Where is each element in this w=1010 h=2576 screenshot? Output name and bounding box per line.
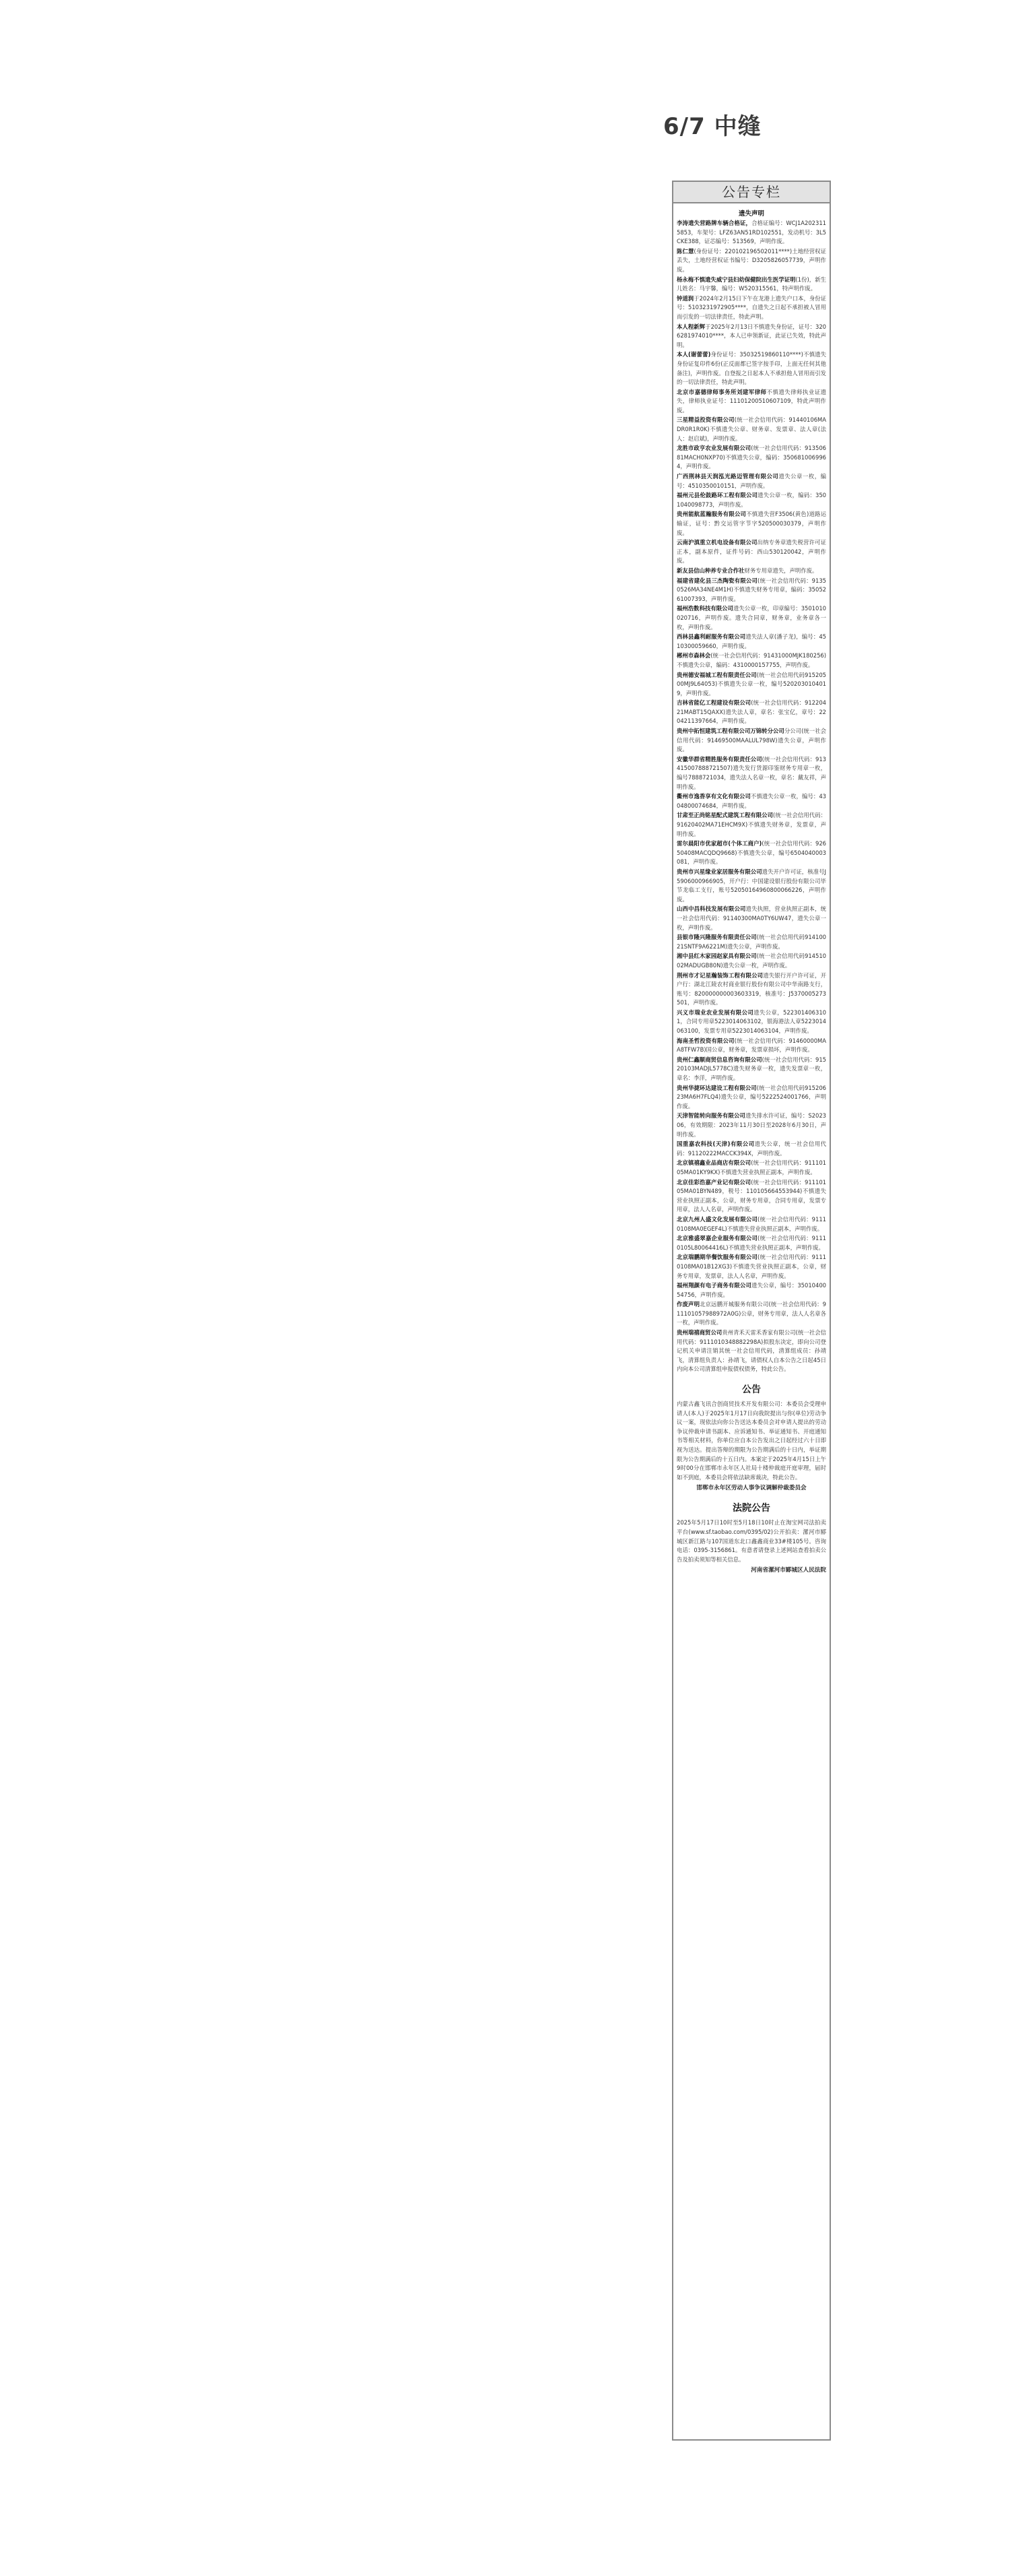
lost-notice-item (677, 811, 826, 839)
notice-text: (统一社会信用代码：91110105L80064416L)不慎遗失营业执照正副本，声明作废。 (677, 1235, 826, 1251)
notice-subject: 北京市嘉德律师事务所刘建军律师 (677, 388, 767, 395)
notice-subject: 郴州市森林会 (677, 652, 711, 659)
notice-text: 遗失公章，5223014063101，合同专用章5223014063102，银海港法人章5223014063100，发票专用章5223014063104，声明作废。 (677, 1008, 826, 1035)
notice-subject: 国重嘉农科技(天津)有限公司 (677, 1140, 755, 1148)
lost-notice-item (677, 699, 826, 726)
lost-notice-item (677, 971, 826, 1008)
page-header: 6/7 中缝 (663, 113, 762, 140)
notice-subject: 雷尔晨阳市优家超市(个体工商户) (677, 840, 762, 847)
notice-subject: 兴义市瑞业农业发展有限公司 (677, 1008, 754, 1016)
lost-notice-item (677, 1328, 826, 1374)
notice-subject: 县银市隆兴隆服务有限责任公司 (677, 934, 757, 941)
notice-text: (统一社会信用代码91451002MADUGB80N)遗失公章一枚，声明作废。 (677, 953, 826, 969)
notice-subject: 天津智能转向服务有限公司 (677, 1112, 745, 1120)
section-title-announcement: 公告 (742, 1384, 761, 1396)
lost-notice-item (677, 1234, 826, 1252)
notice-text: 于2025年2月13日不慎遗失身份证，证号：3206281974010****，本人已申领新证，此证已失效，特此声明。 (677, 323, 826, 348)
court-notice-body: 2025年5月17日10时至5月18日10时止在淘宝网司法拍卖平台(www.sf.taobao.com/0395/02)公开拍卖：漯河市郾城区新江路与107国道东北口鑫鑫商业33#楼105号。咨询电话：0395-3156861。有意者请登录上述网站查看拍卖公告及拍卖须知等相关信息。 (677, 1519, 826, 1563)
lost-notice-item (677, 1037, 826, 1055)
notice-text: (统一社会信用代码：91220421MABT15QAXX)遗失法人章，章名：张宝亿，章号：2204211397664，声明作废。 (677, 699, 826, 725)
notice-text: (统一社会信用代码：92650408MACQDQ9668)不慎遗失公章，编号6504040003081，声明作废。 (677, 840, 826, 866)
notice-text: 遗失公章，统一社会信用代码：91120222MACCK394X，声明作废。 (677, 1140, 827, 1157)
notice-text: (统一社会信用代码：91350526MA34NE4M1H)不慎遗失财务专用章，编码：3505261007393，声明作废。 (677, 577, 826, 602)
notice-subject: 福州元县伦鼓路环工程有限公司 (677, 492, 758, 499)
notice-text: (统一社会信用代码：91460000MAA8TFW7B)国公章，财务章，发票章损坏，声明作废。 (677, 1037, 826, 1054)
notice-text: (统一社会信用代码：91110105MA01KY9KX)不慎遗失营业执照正副本，声明作废。 (677, 1159, 826, 1176)
lost-notice-item (677, 577, 826, 604)
court-org: 河南省漯河市郾城区人民法院 (751, 1567, 826, 1574)
notice-text: 遗失公章一枚，编号：4510350010151，声明作废。 (677, 473, 827, 489)
lost-notices-list (677, 219, 826, 1374)
notice-subject: 北京佳彩浩嘉产业记有限公司 (677, 1178, 751, 1186)
notice-text: 遗失开户许可证，核准号J5906000966905，开户行：中国建设银行股份有限公司毕节龙临工支行，账号52050164960800066226，声明作废。 (677, 868, 826, 903)
lost-notice-item (677, 1112, 826, 1139)
lost-notice-item (677, 933, 826, 951)
notice-subject: 广西荆林县天润泓光路迈管理有限公司 (677, 473, 779, 480)
lost-notice-item (677, 1253, 826, 1281)
notice-text: (统一社会信用代码：91440106MADR0R1R0K)不慎遗失公章、财务章、发票章、法人章(法人：赵启斌)，声明作废。 (677, 416, 826, 442)
lost-notice-item (677, 444, 826, 472)
lost-notice-item (677, 416, 826, 443)
notice-text: 北京远鹏开城服务有限公司(统一社会信用代码：911101057988972A0G)公章，财务专用章，法人人名章各一枚，声明作废。 (677, 1301, 826, 1326)
notice-text: 遗失公章一枚，印章编号：3501010020716，声明作废。遗失合同章，财务章，业务章各一枚，声明作废。 (677, 605, 826, 631)
notice-text: (统一社会信用代码91520623MA6H7FLQ4)遗失公章，编号5222524001766，声明作废。 (677, 1084, 826, 1109)
announcement-org: 邯郸市永年区劳动人事争议调解仲裁委员会 (696, 1485, 807, 1492)
notice-text: (统一社会信用代码91410021SNTF9A6221M)遗失公章，声明作废。 (677, 934, 826, 950)
notice-text: 于2024年2月15日下午在龙港上遗失户口本，身份证号：5103231972905****，自遗失之日起不承担被人冒用而引发的一切法律责任，特此声明。 (677, 294, 826, 320)
notice-text: 遗失法人章(潘子龙)，编号：4510300059660，声明作废。 (677, 633, 827, 649)
lost-notice-item (677, 350, 826, 387)
notice-subject: 福州浩数科技有限公司 (677, 605, 733, 612)
notice-text: (统一社会信用代码：91520103MADJL5778C)遗失财务章一枚，遗失发票章一枚，章名：李洋，声明作废。 (677, 1056, 826, 1082)
lost-notice-item (677, 247, 826, 275)
notice-subject: 贵州瑞禧商贸公司 (677, 1329, 722, 1337)
lost-notice-item (677, 868, 826, 904)
lost-notice-item (677, 1300, 826, 1328)
lost-notice-item (677, 1178, 826, 1215)
notice-text: (统一社会信用代码：91110105MA01BYN489，税号：110105664553944)不慎遗失营业执照正副本，公章，财务专用章，合同专用章，发票专用章，法人人名章，声明作废。 (677, 1178, 826, 1213)
notice-subject: 贵州市兴星缘业家居服务有限公司 (677, 868, 762, 875)
lost-notice-item (677, 1084, 826, 1112)
notice-subject: 衢州市逸香享有文化有限公司 (677, 793, 751, 800)
lost-notice-item (677, 1008, 826, 1036)
notice-text: 不慎遗失律师执业证遗失，律师执业证号：11101200510607109，特此声明作废。 (677, 388, 826, 414)
notice-subject: 杨永梅不慎遗失威宁县妇幼保健院出生医学证明 (677, 276, 796, 283)
notice-subject: 贵州中拓恒建筑工程有限公司万锦转分公司 (677, 728, 784, 735)
lost-notice-item (677, 567, 826, 576)
notice-subject: 贵州仁鑫顺商贸信息咨询有限公司 (677, 1056, 762, 1063)
notice-text: 贵州青禾天雷禾香家有限公司(统一社会信用代码：9111010348882298A)拟股东决定，即向公司登记机关申请注销其统一社会信用代码，清算组成员：孙靖飞，清算组负责人：孙靖飞，请债权人自本公告之日起45日内向本公司清算组申报债权债务，特此公告。 (677, 1329, 826, 1373)
notice-text: (统一社会信用代码：91110108MA0EGEF4L)不慎遗失营业执照正副本，声明作废。 (677, 1215, 826, 1232)
lost-notice-item (677, 294, 826, 322)
lost-notice-item (677, 472, 826, 490)
notice-subject: 本人(谢蕾蕾) (677, 351, 711, 358)
notice-subject: 海南圣哲投资有限公司 (677, 1037, 735, 1044)
notice-text: 遗失执照，营业执照正副本，统一社会信用代码：91140300MA0TY6UW47，遗失公章一枚，声明作废。 (677, 905, 827, 931)
notice-subject: 湘中县红木家园赵家具有限公司 (677, 953, 757, 960)
notice-subject: 钟道润 (677, 294, 694, 302)
lost-notice-item (677, 651, 826, 670)
lost-notice-item (677, 952, 826, 970)
section-title-lost: 遗失声明 (738, 210, 764, 218)
notice-text: 遗失排水许可证，编号：S202306，有效期限：2023年11月30日至2028年6月30日，声明作废。 (677, 1112, 826, 1138)
notice-subject: 北京镇禧鑫业品商店有限公司 (677, 1159, 751, 1167)
lost-notice-item (677, 727, 826, 754)
notice-subject: 安徽华群省精胜服务有限责任公司 (677, 755, 762, 763)
announcement-column (672, 181, 831, 2441)
notice-text: (统一社会信用代码91520500MJ9L64053)不慎遗失公章一枚，编号5202030104019，声明作废。 (677, 671, 826, 697)
notice-text: (统一社会信用代码：91350681MACH0NXP70)不慎遗失公章，编码：3506810069964，声明作废。 (677, 445, 826, 470)
notice-text: 遗失公章一枚，编码：3501040098773，声明作废。 (677, 492, 826, 508)
lost-notice-item (677, 671, 826, 699)
notice-subject: 山西中昌科技发展有限公司 (677, 905, 746, 913)
notice-text: 分公司(统一社会信用代码：91469500MAALUL798W)遗失公章，声明作废。 (677, 728, 826, 753)
notice-text: (1份)，新生儿姓名：马宇馨，编号：W520315561，特声明作废。 (677, 276, 826, 292)
lost-notice-item (677, 491, 826, 509)
lost-notice-item (677, 755, 826, 792)
notice-text: 身份证号：35032519860110****)不慎遗失身份证复印件6份(正反面都已签字按手印，上面无任何其他备注)，声明作废。自登报之日起本人不承担他人冒用而引发的一切法律责任，特此声明。 (677, 351, 827, 386)
lost-notice-item (677, 604, 826, 632)
notice-subject: 北京雅盛翠嘉企业服务有限公司 (677, 1235, 758, 1242)
notice-text: (统一社会信用代码：91620402MA71EHCM9X)不慎遗失财务章，发票章，声明作废。 (677, 812, 826, 837)
announcement-body: 内蒙古鑫飞讯合创商贸技术开发有限公司：本委员会受理申请人(本人)于2025年1月17日向我院提出与你(单位)劳动争议一案，现依法向你公告送达本委员会对申请人提出的劳动争议仲裁申请书副本、应诉通知书、举证通知书、开庭通知书等相关材料，你单位应自本公告发出之日起经过六十日即视为送达。提出答辩的期限为公告期满后的十日内，举证期限为公告期满后的十五日内。本案定于2025年4月15日上午9时00分在邯郸市永年区人社局十楼仲裁庭开庭审理，届时如不到庭，本委员会将依法缺席裁决，特此公告。 (677, 1400, 826, 1481)
notice-text: 不慎遗失营F3506(黄色)道路运输证，证号：黔交运管字节字520500030379，声明作废。 (677, 511, 827, 536)
notice-text: 出纳专务章遗失税营许可证正本，副本原件，证件号码：西山530120042，声明作废。 (677, 539, 827, 565)
notice-text: 不慎遗失公章一枚，编号：4304800074684，声明作废。 (677, 793, 827, 809)
lost-notice-item (677, 388, 826, 416)
lost-notice-item (677, 905, 826, 932)
notice-text: 遗失银行开户许可证，开户行：湖北江陵农村商业银行股份有限公司中华南路支行，账号：820000000003603319，核准号：J5370005273501，声明作废。 (677, 971, 827, 1006)
lost-notice-item (677, 323, 826, 350)
lost-notice-item (677, 1215, 826, 1233)
notice-subject: 本人程新辉 (677, 323, 706, 330)
notice-text: (统一社会信用代码：91431000MJK180256)不慎遗失公章，编码：4310000157755，声明作废。 (677, 652, 827, 668)
lost-notice-item (677, 510, 826, 538)
lost-notice-item (677, 633, 826, 651)
notice-subject: 李涛遗失营路牌车辆合格证， (677, 220, 752, 226)
lost-notice-item (677, 219, 826, 247)
lost-notice-item (677, 1281, 826, 1299)
notice-text: 遗失公章，编号：3501040054756，声明作废。 (677, 1282, 826, 1298)
notice-subject: 贵州华捷环达建设工程有限公司 (677, 1084, 757, 1091)
notice-subject: 作废声明 (677, 1301, 700, 1308)
notice-text: (身份证号：220102196502011****)土地经营权证丢失，土地经营权证书编号：D3205826057739，声明作废。 (677, 247, 826, 273)
column-body (673, 203, 830, 1575)
notice-subject: 福州翔颜有电子商务有限公司 (677, 1282, 752, 1289)
notice-subject: 甘肃至正尚铭星配式建筑工程有限公司 (677, 812, 774, 819)
notice-subject: 福建省建化县三杰陶瓷有限公司 (677, 577, 758, 584)
lost-notice-item (677, 1056, 826, 1083)
notice-subject: 贵州能航蓝瀚服务有限公司 (677, 511, 747, 518)
lost-notice-item (677, 538, 826, 566)
notice-subject: 三星精益投资有限公司 (677, 416, 735, 424)
notice-subject: 荆州市才记星瀚装饰工程有限公司 (677, 971, 764, 979)
notice-text: (统一社会信用代码：913415007888721507)遗失发行货源印鉴财务专用章一枚，编号7888721034，遗失法人名章一枚，章名：戴友祥，声明作废。 (677, 755, 826, 790)
lost-notice-item (677, 1159, 826, 1177)
notice-subject: 云南沪滇重立机电设备有限公司 (677, 539, 758, 546)
lost-notice-item (677, 839, 826, 867)
notice-text: 财务专用章遗失，声明作废。 (744, 567, 818, 574)
lost-notice-item (677, 792, 826, 810)
notice-subject: 北京瑞鹏期华餐饮服务有限公司 (677, 1254, 758, 1261)
notice-subject: 吉林省能亿工程建设有限公司 (677, 699, 751, 707)
column-title: 公告专栏 (673, 182, 830, 203)
notice-subject: 新友县信山种养专业合作社 (677, 567, 745, 574)
notice-subject: 北京九州人盛文化发展有限公司 (677, 1215, 758, 1223)
lost-notice-item (677, 276, 826, 294)
section-title-court: 法院公告 (733, 1503, 770, 1514)
notice-subject: 西林县鑫利耐服务有限公司 (677, 633, 746, 641)
notice-subject: 贵州德安福城工程有限责任公司 (677, 671, 757, 678)
notice-subject: 龙胜市政亨农业发展有限公司 (677, 445, 751, 452)
notice-subject: 陈仁慧 (677, 247, 694, 255)
lost-notice-item (677, 1140, 826, 1158)
notice-text: 合格证编号：WCJ1A2023115853，车架号：LFZ63AN51RD102551，发动机号：3L5CKE388，证芯编号：513569，声明作废。 (677, 220, 826, 245)
notice-text: (统一社会信用代码：91110108MA01B12XG3)不慎遗失营业执照正副本，公章，财务专用章，发票章，法人人名章，声明作废。 (677, 1254, 826, 1279)
